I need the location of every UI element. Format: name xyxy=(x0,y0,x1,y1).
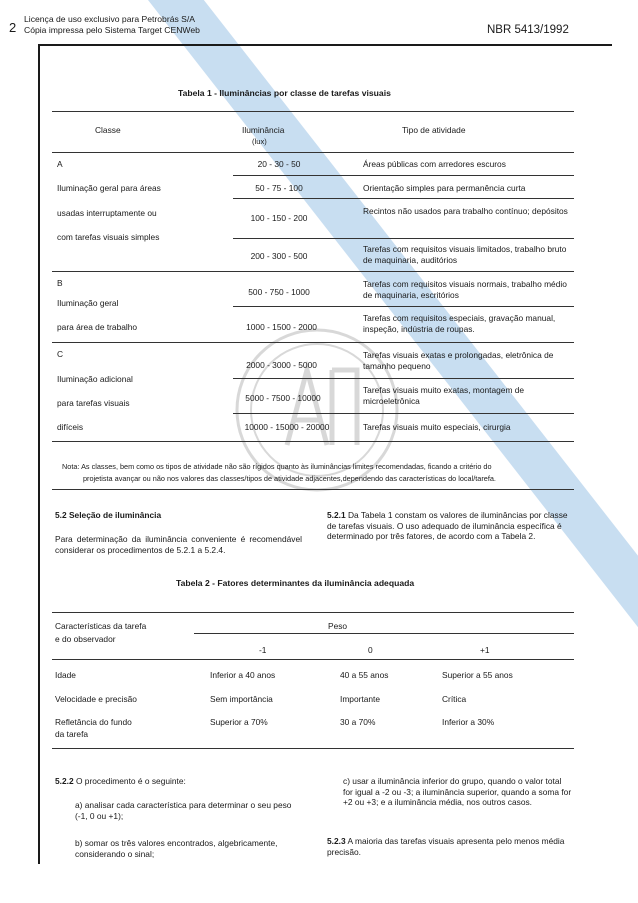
table-row-tipo: Tarefas visuais exatas e prolongadas, eletrônica de tamanho pequeno xyxy=(363,350,554,371)
note-rule xyxy=(52,489,574,490)
table2-row-pos: Superior a 55 anos xyxy=(442,670,513,680)
table1-col-iluminancia: Iluminância xyxy=(242,125,285,135)
table2-row-label: Velocidade e precisão xyxy=(55,694,137,704)
section-5-2-2 xyxy=(55,776,186,787)
table-row-lux: 2000 - 3000 - 5000 xyxy=(246,360,317,370)
row-rule xyxy=(233,378,574,379)
class-b-desc-2: para área de trabalho xyxy=(57,322,138,332)
table1-top-rule xyxy=(52,111,574,112)
row-rule xyxy=(233,198,574,199)
license-line-1: Licença de uso exclusivo para Petrobrás S/A xyxy=(24,14,196,24)
table2-bottom-rule xyxy=(52,748,574,749)
table-row-lux: 100 - 150 - 200 xyxy=(250,213,308,223)
table-row-lux: 5000 - 7500 - 10000 xyxy=(245,393,321,403)
table-row-lux: 200 - 300 - 500 xyxy=(250,251,308,261)
table1-note-1: Nota: As classes, bem como os tipos de atividade não são rígidos quanto às iluminâncias limites recomendadas, ficando a critério do xyxy=(62,462,492,471)
table-row-tipo: Áreas públicas com arredores escuros xyxy=(363,159,506,169)
table1-col-tipo: Tipo de atividade xyxy=(402,125,466,135)
class-a-desc-1: Iluminação geral para áreas xyxy=(57,183,161,193)
section-5-2-2-item-b: b) somar os três valores encontrados, algebricamente, considerando o sinal; xyxy=(75,838,278,859)
table2-title: Tabela 2 - Fatores determinantes da iluminância adequada xyxy=(176,578,415,588)
license-line-2: Cópia impressa pelo Sistema Target CENWeb xyxy=(24,25,200,36)
section-5-2-2-text: O procedimento é o seguinte: xyxy=(75,776,186,786)
class-a-desc-2: usadas interruptamente ou xyxy=(57,208,157,218)
header-rule xyxy=(38,44,612,46)
weight-negative: -1 xyxy=(259,645,267,655)
weight-positive: +1 xyxy=(480,645,490,655)
standard-code: NBR 5413/1992 xyxy=(487,24,569,36)
weight-zero: 0 xyxy=(368,645,373,655)
table-row-tipo: Tarefas visuais muito especiais, cirurgia xyxy=(363,422,511,432)
section-5-2-heading: 5.2 Seleção de iluminância xyxy=(55,510,162,520)
section-5-2-1-number: 5.2.1 xyxy=(327,510,346,520)
table2-header-rule xyxy=(52,659,574,660)
section-5-2-3-text: A maioria das tarefas visuais apresenta pelo menos média precisão. xyxy=(327,836,565,857)
row-rule xyxy=(233,413,574,414)
class-b-desc-1: Iluminação geral xyxy=(57,298,119,308)
table-row-lux: 20 - 30 - 50 xyxy=(257,159,301,169)
section-5-2-1-text: Da Tabela 1 constam os valores de iluminâncias por classe de tarefas visuais. O uso adequado de iluminância específica é determinado por três fatores, de acordo com a Tabela 2. xyxy=(327,510,568,541)
table1-col-classe: Classe xyxy=(95,125,121,135)
table2-row-zero: 40 a 55 anos xyxy=(340,670,389,680)
table1-bottom-rule xyxy=(52,441,574,442)
section-5-2-body: Para determinação da iluminância conveniente é recomendável considerar os procedimentos de 5.2.1 a 5.2.4. xyxy=(55,534,302,555)
class-rule xyxy=(52,271,574,272)
class-rule xyxy=(52,342,574,343)
table2-row-neg: Sem importância xyxy=(210,694,273,704)
table2-row-label: Idade xyxy=(55,670,76,680)
table-row-lux: 500 - 750 - 1000 xyxy=(248,287,310,297)
table2-row-pos: Inferior a 30% xyxy=(442,717,495,727)
section-5-2-2-item-a: a) analisar cada característica para determinar o seu peso (-1, 0 ou +1); xyxy=(75,800,292,821)
table1-col-unit: (lux) xyxy=(252,137,267,146)
table-row-tipo: Tarefas com requisitos visuais limitados, trabalho bruto de maquinaria, auditórios xyxy=(363,244,567,265)
table2-col-characteristics-2: e do observador xyxy=(55,634,116,644)
table-row-tipo: Orientação simples para permanência curta xyxy=(363,183,526,193)
table-row-lux: 10000 - 15000 - 20000 xyxy=(244,422,330,432)
table-row-tipo: Tarefas com requisitos especiais, gravação manual, inspeção, indústria de roupas. xyxy=(363,313,556,334)
table2-row-label: Refletância do fundo xyxy=(55,717,132,727)
class-b-letter: B xyxy=(57,278,63,288)
table1-header-rule xyxy=(52,152,574,153)
margin-rule xyxy=(38,44,40,864)
class-c-desc-1: Iluminação adicional xyxy=(57,374,133,384)
table-row-tipo: Tarefas com requisitos visuais normais, trabalho médio de maquinaria, escritórios xyxy=(363,279,567,300)
table2-top-rule xyxy=(52,612,574,613)
page-number: 2 xyxy=(9,20,17,35)
row-rule xyxy=(233,238,574,239)
table1-note-2: projetista avançar ou não nos valores das classes/tipos de atividade adjacentes,dependendo das características do local/tarefa. xyxy=(83,474,496,483)
table2-row-zero: Importante xyxy=(340,694,381,704)
class-a-desc-3: com tarefas visuais simples xyxy=(57,232,160,242)
table2-col-characteristics-1: Características da tarefa xyxy=(55,621,147,631)
section-5-2-1 xyxy=(327,510,573,542)
row-rule xyxy=(233,175,574,176)
table2-row-label-2: da tarefa xyxy=(55,729,89,739)
section-5-2-2-item-c: c) usar a iluminância inferior do grupo, quando o valor total for igual a -2 ou -3; a iluminância superior, quando a soma for +2 ou +3; e a iluminância média, nos outros casos. xyxy=(343,776,572,807)
section-5-2-3 xyxy=(327,836,575,857)
class-c-letter: C xyxy=(57,349,64,359)
table2-row-zero: 30 a 70% xyxy=(340,717,376,727)
table2-peso-rule xyxy=(194,633,574,634)
table-row-lux: 1000 - 1500 - 2000 xyxy=(246,322,317,332)
row-rule xyxy=(233,306,574,307)
table-row-lux: 50 - 75 - 100 xyxy=(255,183,303,193)
table1-title: Tabela 1 - Iluminâncias por classe de tarefas visuais xyxy=(178,88,391,98)
table2-row-neg: Inferior a 40 anos xyxy=(210,670,276,680)
license-notice xyxy=(24,14,200,37)
table2-col-peso: Peso xyxy=(328,621,348,631)
class-c-desc-3: difíceis xyxy=(57,422,84,432)
section-5-2-3-number: 5.2.3 xyxy=(327,836,346,846)
table2-row-pos: Crítica xyxy=(442,694,467,704)
class-a-letter: A xyxy=(57,159,63,169)
table-row-tipo: Tarefas visuais muito exatas, montagem de microeletrônica xyxy=(363,385,525,406)
class-c-desc-2: para tarefas visuais xyxy=(57,398,130,408)
section-5-2-2-number: 5.2.2 xyxy=(55,776,74,786)
table2-row-neg: Superior a 70% xyxy=(210,717,268,727)
table-row-tipo: Recintos não usados para trabalho contínuo; depósitos xyxy=(363,206,568,216)
